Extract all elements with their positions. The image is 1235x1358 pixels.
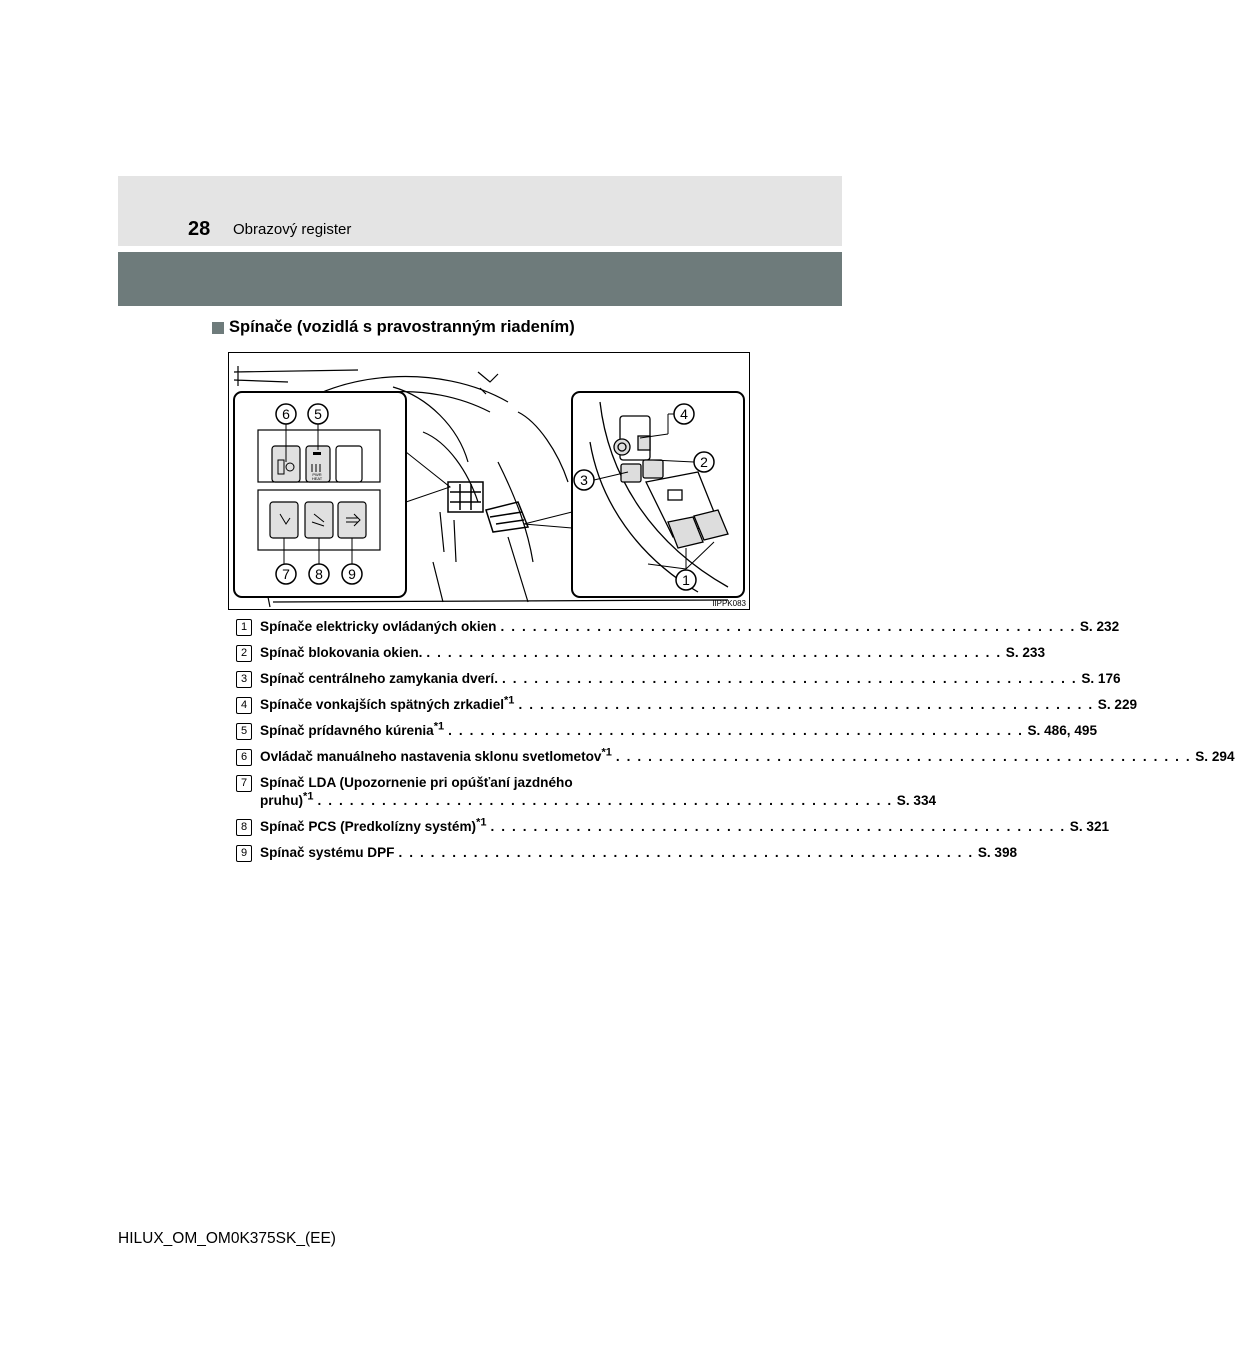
page-number: 28 — [188, 218, 211, 240]
heat-label: HEAT — [311, 476, 323, 481]
item-label: pruhu) — [260, 793, 304, 808]
item-number: 6 — [236, 749, 252, 766]
page-reference: S. 294 — [1195, 749, 1235, 764]
item-number: 9 — [236, 845, 252, 862]
callout-5: 5 — [314, 406, 322, 422]
heading-text: Spínače (vozidlá s pravostranným riadením) — [229, 318, 575, 336]
item-label: Spínač blokovania okien. — [260, 645, 423, 660]
page-reference: S. 334 — [896, 793, 937, 808]
callout-1: 1 — [682, 572, 690, 588]
footnote-mark: *1 — [504, 694, 515, 707]
page-reference: S. 398 — [977, 845, 1018, 860]
pwr-label: PWR — [312, 472, 322, 477]
footnote-mark: *1 — [303, 790, 314, 803]
callout-2: 2 — [700, 454, 708, 470]
item-number: 7 — [236, 775, 252, 792]
callout-8: 8 — [315, 566, 323, 582]
item-label: Spínač centrálneho zamykania dverí. — [260, 671, 498, 686]
section-heading — [212, 318, 575, 337]
switch-illustration — [228, 352, 750, 610]
item-label: Spínač prídavného kúrenia — [260, 723, 434, 738]
callout-9: 9 — [348, 566, 356, 582]
header-band — [118, 176, 842, 246]
callout-4: 4 — [680, 406, 688, 422]
item-number: 5 — [236, 723, 252, 740]
callout-7: 7 — [282, 566, 290, 582]
figure-code: IIPPK083 — [712, 599, 746, 608]
item-number: 3 — [236, 671, 252, 688]
footnote-mark: *1 — [433, 720, 445, 733]
heading-square-icon — [212, 322, 224, 334]
header-bar — [118, 252, 842, 306]
item-label: Ovládač manuálneho nastavenia sklonu svetlometov — [260, 749, 602, 764]
callout-3: 3 — [580, 472, 588, 488]
page-reference: S. 176 — [1081, 671, 1121, 686]
footer-code: HILUX_OM_OM0K375SK_(EE) — [118, 1230, 336, 1247]
page-reference: S. 229 — [1097, 697, 1138, 712]
item-number: 1 — [236, 619, 252, 636]
item-label: Spínače vonkajších spätných zrkadiel — [260, 697, 505, 712]
callout-6: 6 — [282, 406, 290, 422]
item-label-line1: Spínač LDA (Upozornenie pri opúšťaní jazdného — [260, 775, 573, 790]
page-reference: S. 486, 495 — [1027, 723, 1098, 738]
footnote-mark: *1 — [601, 746, 612, 759]
item-label: Spínač PCS (Predkolízny systém) — [260, 819, 477, 834]
page-reference: S. 232 — [1079, 619, 1120, 634]
footnote-mark: *1 — [476, 816, 487, 829]
item-label: Spínače elektricky ovládaných okien — [260, 619, 497, 634]
item-number: 4 — [236, 697, 252, 714]
item-label: Spínač systému DPF — [260, 845, 395, 860]
page-reference: S. 233 — [1005, 645, 1046, 660]
page-reference: S. 321 — [1069, 819, 1110, 834]
item-number: 8 — [236, 819, 252, 836]
item-number: 2 — [236, 645, 252, 662]
section-title: Obrazový register — [233, 221, 352, 238]
